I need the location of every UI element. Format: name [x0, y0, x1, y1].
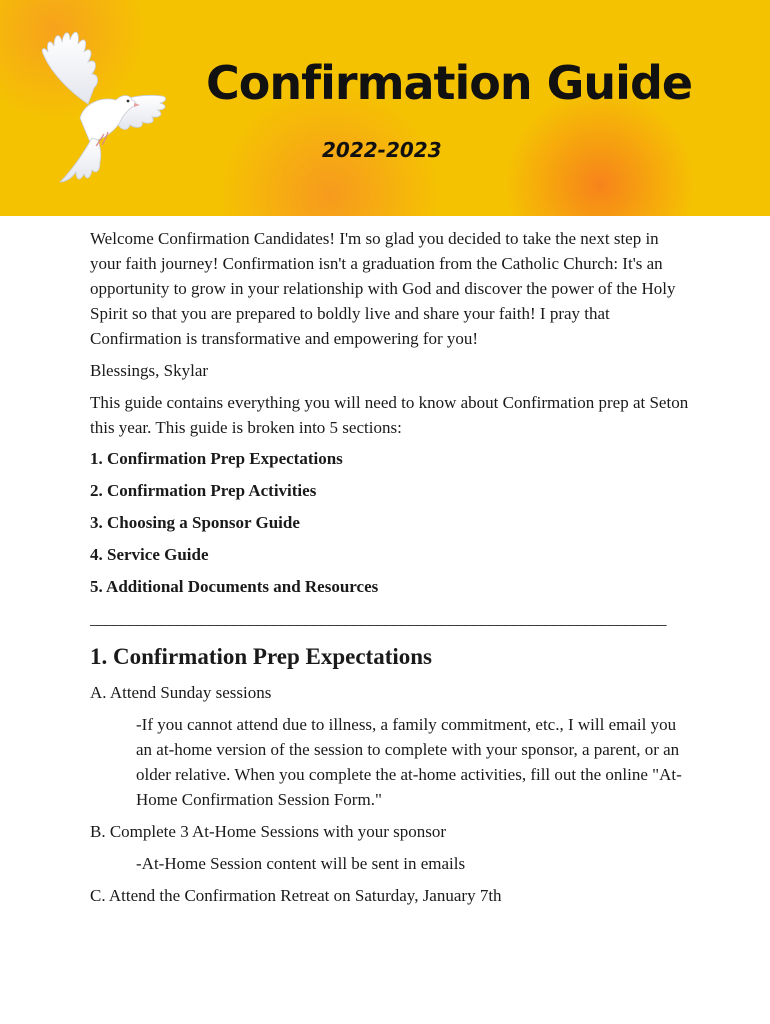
expectation-item-b-note: -At-Home Session content will be sent in emails — [136, 854, 466, 873]
section-list-item: 5. Additional Documents and Resources — [90, 577, 379, 596]
page-title: Confirmation Guide — [206, 56, 693, 110]
school-year: 2022-2023 — [322, 138, 442, 162]
header-banner — [0, 0, 770, 216]
divider-line: ________________________________________________________________________ — [90, 609, 666, 628]
section-list-item: 2. Confirmation Prep Activities — [90, 481, 317, 500]
guide-intro-paragraph: This guide contains everything you will need to know about Confirmation prep at Seton this year. This guide is broken into 5 sections: — [90, 393, 689, 437]
expectation-item-a-note: -If you cannot attend due to illness, a family commitment, etc., I will email you an at-home version of the session to complete with your sponsor, a parent, or an older relative. When you complete the at-home activities, fill out the online "At-Home Confirmation Session Form." — [136, 715, 682, 809]
signoff: Blessings, Skylar — [90, 361, 209, 380]
expectation-item-c: C. Attend the Confirmation Retreat on Saturday, January 7th — [90, 886, 502, 905]
section-list-item: 1. Confirmation Prep Expectations — [90, 449, 343, 468]
expectations-heading: 1. Confirmation Prep Expectations — [90, 644, 433, 669]
welcome-paragraph: Welcome Confirmation Candidates! I'm so glad you decided to take the next step in your faith journey! Confirmation isn't a graduation from the Catholic Church: It's an opportunity to grow in your relationship with God and discover the power of the Holy Spirit so that you are prepared to boldly live and share your faith! I pray that Confirmation is transformative and empowering for you! — [90, 229, 676, 348]
expectation-item-a: A. Attend Sunday sessions — [90, 683, 272, 702]
expectation-item-b: B. Complete 3 At-Home Sessions with your sponsor — [90, 822, 447, 841]
dove-icon — [30, 22, 170, 192]
section-list-item: 3. Choosing a Sponsor Guide — [90, 513, 300, 532]
guide-body — [90, 226, 690, 915]
section-list — [90, 446, 690, 606]
section-list-item: 4. Service Guide — [90, 545, 209, 564]
